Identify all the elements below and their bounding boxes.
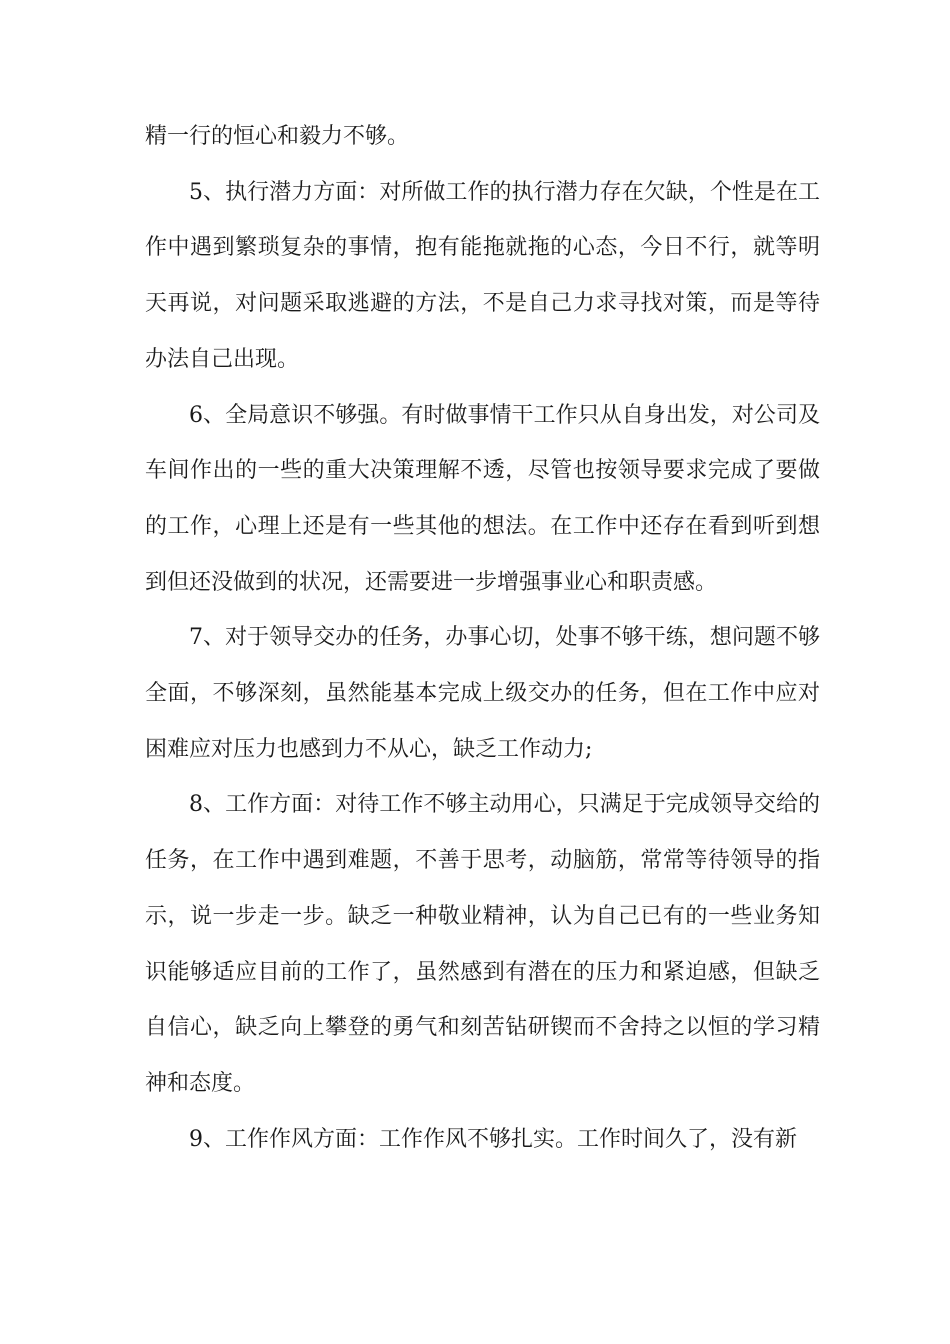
paragraph-item-5: 5、执行潜力方面：对所做工作的执行潜力存在欠缺，个性是在工作中遇到繁琐复杂的事情，抱有能拖就拖的心态，今日不行，就等明天再说，对问题采取逃避的方法，不是自己力求寻找对策，而是等待办法自己出现。 — [145, 179, 820, 372]
document-body — [145, 109, 820, 1167]
paragraph-item-6: 6、全局意识不够强。有时做事情干工作只从自身出发，对公司及车间作出的一些的重大决策理解不透，尽管也按领导要求完成了要做的工作，心理上还是有一些其他的想法。在工作中还存在看到听到想到但还没做到的状况，还需要进一步增强事业心和职责感。 — [145, 402, 820, 595]
paragraph-item-7: 7、对于领导交办的任务，办事心切，处事不够干练，想问题不够全面，不够深刻，虽然能基本完成上级交办的任务，但在工作中应对困难应对压力也感到力不从心，缺乏工作动力; — [145, 625, 820, 762]
paragraph-item-8: 8、工作方面：对待工作不够主动用心，只满足于完成领导交给的任务，在工作中遇到难题，不善于思考，动脑筋，常常等待领导的指示，说一步走一步。缺乏一种敬业精神，认为自己已有的一些业务知识能够适应目前的工作了，虽然感到有潜在的压力和紧迫感，但缺乏自信心，缺乏向上攀登的勇气和刻苦钻研锲而不舍持之以恒的学习精神和态度。 — [145, 792, 820, 1096]
paragraph-continuation: 精一行的恒心和毅力不够。 — [145, 124, 410, 149]
paragraph-item-9: 9、工作作风方面：工作作风不够扎实。工作时间久了，没有新 — [189, 1126, 797, 1152]
